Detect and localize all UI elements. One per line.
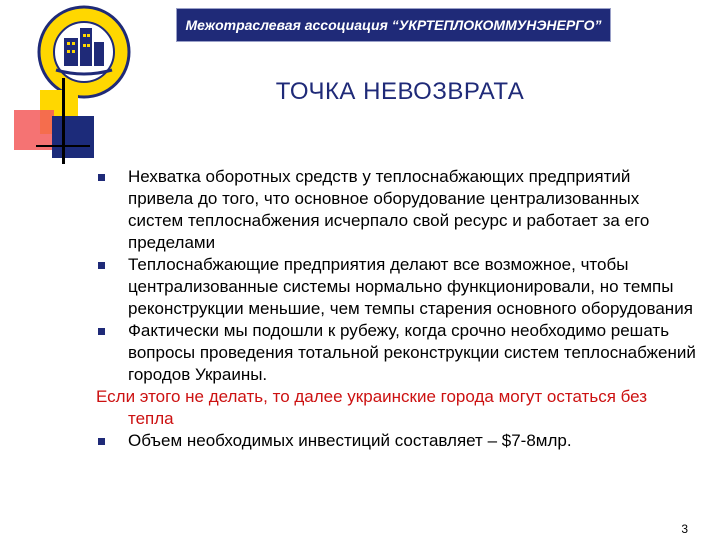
bullet-square-icon: [98, 174, 105, 181]
bullet-text: Нехватка оборотных средств у теплоснабжающих предприятий привела до того, что основное оборудование централизованных систем теплоснабжения исчерпало свой ресурс и работает за его пределами: [128, 167, 650, 252]
bullet-item: [96, 166, 696, 254]
bullet-square-icon: [98, 438, 105, 445]
bullet-item: [96, 320, 696, 386]
bullet-item: [96, 430, 696, 452]
decor-blue-square: [52, 116, 94, 158]
bullet-text: Объем необходимых инвестиций составляет – $7-8млр.: [128, 431, 572, 450]
page-number: 3: [681, 522, 688, 536]
association-logo: [36, 4, 132, 100]
header-banner: [176, 8, 611, 42]
warning-text: Если этого не делать, то далее украинские города могут остаться без тепла: [96, 387, 648, 428]
decor-vertical-line: [62, 78, 65, 164]
slide-title: ТОЧКА НЕВОЗВРАТА: [275, 78, 525, 105]
bullet-item: [96, 254, 696, 320]
bullet-square-icon: [98, 328, 105, 335]
decor-red-square: [14, 110, 54, 150]
bullet-text: Фактически мы подошли к рубежу, когда срочно необходимо решать вопросы проведения тотальной реконструкции систем теплоснабжений городов Украины.: [128, 321, 696, 384]
bullet-square-icon: [98, 262, 105, 269]
bullet-text: Теплоснабжающие предприятия делают все возможное, чтобы централизованные системы нормально функционировали, но темпы реконструкции меньшие, чем темпы старения основного оборудования: [128, 255, 693, 318]
decor-horizontal-line: [36, 145, 90, 147]
organization-name: Межотраслевая ассоциация “УКРТЕПЛОКОММУНЭНЕРГО”: [185, 17, 602, 33]
slide-content: [96, 166, 696, 452]
